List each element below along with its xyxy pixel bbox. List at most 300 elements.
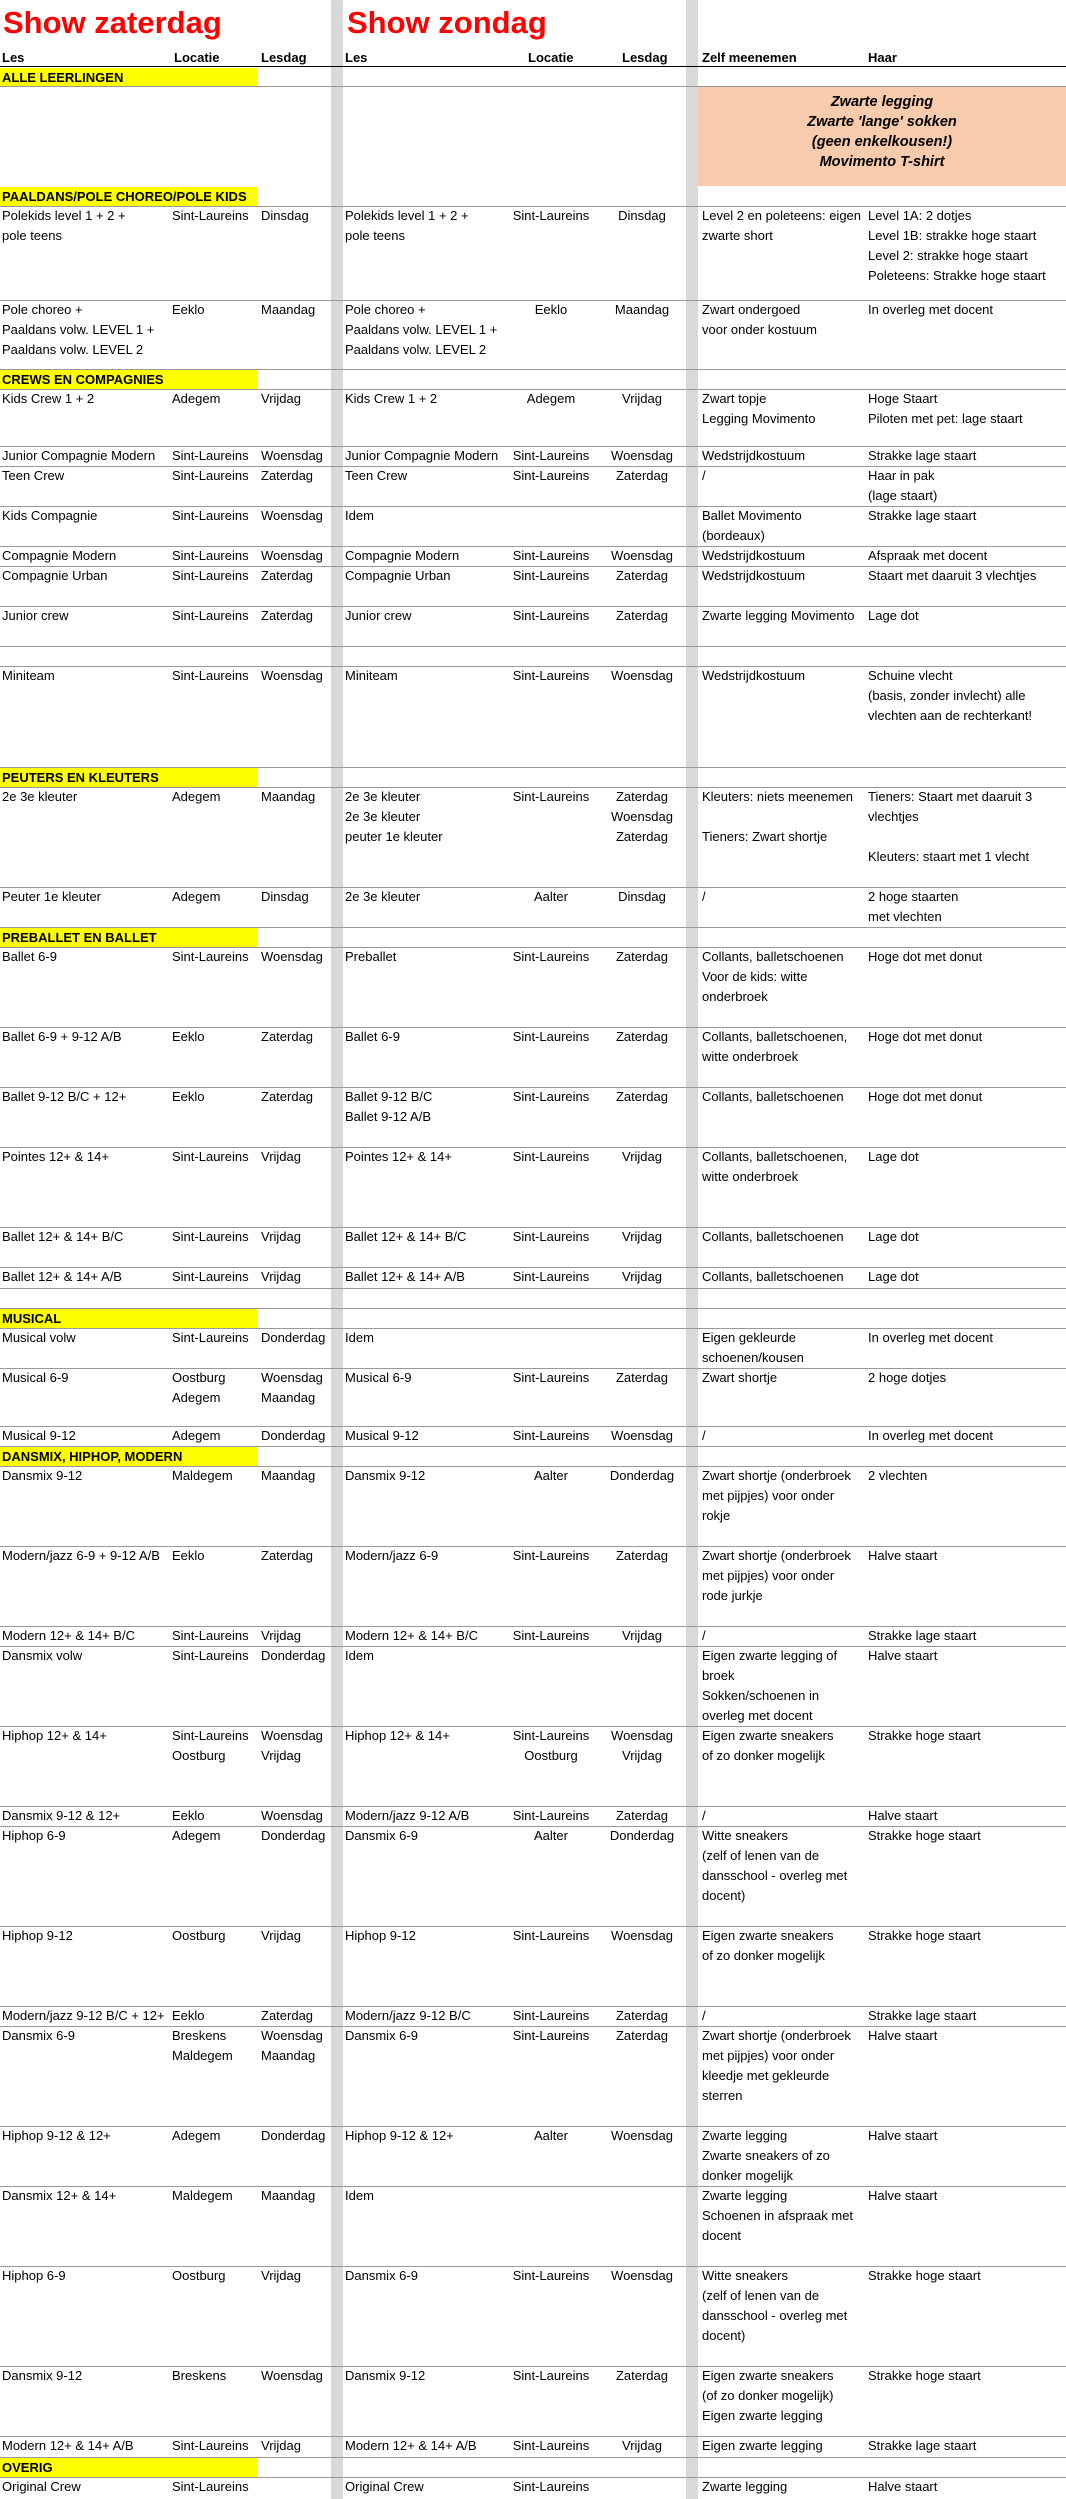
cell-haar: Lage dot — [868, 1229, 919, 1244]
cell-zelf: Zwart topje Legging Movimento — [702, 391, 816, 426]
cell-zelf: Witte sneakers (zelf of lenen van de dansschool - overleg met docent) — [702, 1828, 848, 1903]
cell-locatie: Sint-Laureins — [172, 1269, 249, 1284]
row-separator — [0, 2126, 1066, 2127]
cell-lesdag2: Donderdag — [609, 1468, 675, 1483]
cell-lesdag: Donderdag — [261, 1428, 326, 1443]
cell-les: Kids Compagnie — [2, 508, 98, 523]
cell-haar: Halve staart — [868, 1548, 938, 1563]
cell-haar: Strakke hoge staart — [868, 1828, 981, 1843]
cell-locatie: Eeklo — [172, 1089, 205, 1104]
column-gutter-right — [686, 0, 698, 2499]
cell-zelf: Eigen gekleurde schoenen/kousen — [702, 1330, 804, 1365]
cell-locatie: Sint-Laureins — [172, 1330, 249, 1345]
cell-lesdag2: Vrijdag — [622, 2438, 662, 2453]
cell-zelf: / — [702, 889, 706, 904]
cell-les: Musical 6-9 — [2, 1370, 69, 1385]
header-locatie: Locatie — [174, 50, 220, 65]
cell-lesdag2: Vrijdag — [622, 391, 662, 406]
row-separator — [0, 1426, 1066, 1427]
cell-lesdag: Woensdag Maandag — [261, 2028, 323, 2063]
row-separator — [0, 927, 1066, 928]
cell-locatie2: Sint-Laureins — [512, 2438, 590, 2453]
cell-lesdag2: Woensdag — [611, 668, 673, 683]
row-separator — [0, 1446, 1066, 1447]
row-separator — [0, 2436, 1066, 2437]
cell-zelf: Collants, balletschoenen Voor de kids: witte onderbroek — [702, 949, 844, 1004]
cell-locatie: Eeklo — [172, 302, 205, 317]
cell-locatie2: Sint-Laureins — [512, 1548, 590, 1563]
cell-les2: Modern/jazz 9-12 A/B — [345, 1808, 470, 1823]
row-separator — [0, 506, 1066, 507]
row-separator — [0, 1926, 1066, 1927]
cell-les: Kids Crew 1 + 2 — [2, 391, 95, 406]
cell-les: Modern/jazz 9-12 B/C + 12+ — [2, 2008, 165, 2023]
cell-les2: Kids Crew 1 + 2 — [345, 391, 438, 406]
cell-locatie2: Eeklo — [534, 302, 568, 317]
cell-lesdag2: Woensdag Vrijdag — [611, 1728, 673, 1763]
cell-locatie2: Sint-Laureins — [512, 1928, 590, 1943]
cell-les: Musical 9-12 — [2, 1428, 76, 1443]
cell-zelf: Eigen zwarte sneakers of zo donker mogelijk — [702, 1928, 834, 1963]
cell-les: Ballet 9-12 B/C + 12+ — [2, 1089, 127, 1104]
cell-lesdag2: Zaterdag — [615, 2008, 669, 2023]
cell-les2: Dansmix 9-12 — [345, 1468, 426, 1483]
cell-lesdag2: Woensdag — [611, 1928, 673, 1943]
cell-les2: Dansmix 6-9 — [345, 2028, 418, 2043]
cell-locatie: Sint-Laureins — [172, 208, 249, 223]
cell-locatie: Oostburg — [172, 2268, 226, 2283]
cell-lesdag: Vrijdag — [261, 1928, 301, 1943]
cell-les2: Hiphop 9-12 — [345, 1928, 416, 1943]
cell-lesdag: Zaterdag — [261, 1089, 314, 1104]
cell-locatie: Eeklo — [172, 1029, 205, 1044]
cell-les2: Musical 6-9 — [345, 1370, 412, 1385]
cell-locatie: Eeklo — [172, 2008, 205, 2023]
row-separator — [0, 369, 1066, 370]
cell-lesdag2: Zaterdag — [615, 1370, 669, 1385]
cell-locatie2: Sint-Laureins — [512, 208, 590, 223]
cell-locatie2: Aalter — [534, 889, 568, 904]
row-separator — [0, 300, 1066, 301]
cell-les: Modern 12+ & 14+ B/C — [2, 1628, 135, 1643]
cell-locatie2: Sint-Laureins — [512, 1089, 590, 1104]
row-separator — [0, 1328, 1066, 1329]
row-separator — [0, 389, 1066, 390]
cell-haar: In overleg met docent — [868, 1330, 994, 1345]
cell-zelf: / — [702, 1428, 706, 1443]
header-locatie-sunday: Locatie — [528, 50, 574, 65]
cell-les: Teen Crew — [2, 468, 65, 483]
row-separator — [0, 1308, 1066, 1309]
header-zelf-meenemen: Zelf meenemen — [702, 50, 797, 65]
cell-zelf: Eigen zwarte legging — [702, 2438, 823, 2453]
cell-locatie2: Sint-Laureins — [512, 2268, 590, 2283]
cell-les2: Pole choreo + Paaldans volw. LEVEL 1 + Paaldans volw. LEVEL 2 — [345, 302, 498, 357]
cell-lesdag: Zaterdag — [261, 608, 314, 623]
cell-zelf: / — [702, 2008, 706, 2023]
cell-locatie2: Adegem — [526, 391, 576, 406]
cell-lesdag2: Zaterdag Woensdag Zaterdag — [611, 789, 673, 844]
cell-les: Dansmix 6-9 — [2, 2028, 75, 2043]
cell-zelf: Collants, balletschoenen — [702, 1269, 844, 1284]
cell-les: Peuter 1e kleuter — [2, 889, 102, 904]
cell-les: Ballet 12+ & 14+ A/B — [2, 1269, 122, 1284]
cell-zelf: Eigen zwarte legging of broek Sokken/schoenen in overleg met docent — [702, 1648, 838, 1723]
row-separator — [0, 787, 1066, 788]
cell-les: Dansmix 9-12 — [2, 2368, 83, 2383]
cell-lesdag2: Maandag — [614, 302, 670, 317]
cell-les2: Dansmix 6-9 — [345, 2268, 418, 2283]
cell-locatie2: Sint-Laureins — [512, 468, 590, 483]
cell-haar: Strakke hoge staart — [868, 2268, 981, 2283]
cell-zelf: Zwarte legging Zwarte sneakers of zo donker mogelijk — [702, 2128, 830, 2183]
cell-les: Dansmix 9-12 & 12+ — [2, 1808, 121, 1823]
cell-lesdag: Zaterdag — [261, 2008, 314, 2023]
row-separator — [0, 466, 1066, 467]
cell-lesdag: Woensdag Maandag — [261, 1370, 323, 1405]
cell-haar: 2 hoge dotjes — [868, 1370, 947, 1385]
cell-zelf: Witte sneakers (zelf of lenen van de dansschool - overleg met docent) — [702, 2268, 848, 2343]
cell-lesdag2: Dinsdag — [618, 208, 666, 223]
row-separator — [0, 1826, 1066, 1827]
section-header: PAALDANS/POLE CHOREO/POLE KIDS — [0, 187, 257, 206]
cell-les: Modern/jazz 6-9 + 9-12 A/B — [2, 1548, 160, 1563]
cell-haar: Strakke lage staart — [868, 2438, 977, 2453]
cell-lesdag: Dinsdag — [261, 208, 309, 223]
cell-lesdag: Donderdag — [261, 1828, 326, 1843]
cell-haar: Strakke lage staart — [868, 1628, 977, 1643]
row-separator — [0, 1147, 1066, 1148]
cell-les2: Miniteam — [345, 668, 398, 683]
cell-locatie: Breskens — [172, 2368, 227, 2383]
cell-lesdag: Woensdag — [261, 448, 323, 463]
cell-haar: Lage dot — [868, 1149, 919, 1164]
row-separator — [0, 887, 1066, 888]
cell-lesdag2: Zaterdag — [615, 1089, 669, 1104]
cell-les: Hiphop 6-9 — [2, 1828, 66, 1843]
row-separator — [0, 1027, 1066, 1028]
cell-zelf: Zwarte legging — [702, 2479, 788, 2494]
row-separator — [0, 546, 1066, 547]
header-haar: Haar — [868, 50, 897, 65]
cell-haar: Schuine vlecht (basis, zonder invlecht) alle vlechten aan de rechterkant! — [868, 668, 1033, 723]
cell-zelf: Wedstrijdkostuum — [702, 548, 806, 563]
cell-zelf: Collants, balletschoenen, witte onderbroek — [702, 1149, 848, 1184]
cell-locatie2: Aalter — [534, 2128, 568, 2143]
cell-lesdag2: Zaterdag — [615, 1548, 669, 1563]
cell-zelf: Wedstrijdkostuum — [702, 668, 806, 683]
row-separator — [0, 446, 1066, 447]
cell-les2: Dansmix 6-9 — [345, 1828, 418, 1843]
cell-locatie: Sint-Laureins — [172, 1648, 249, 1663]
cell-locatie: Sint-Laureins — [172, 1229, 249, 1244]
cell-les: Pointes 12+ & 14+ — [2, 1149, 109, 1164]
cell-locatie2: Sint-Laureins — [512, 949, 590, 964]
cell-haar: In overleg met docent — [868, 302, 994, 317]
row-separator — [0, 1087, 1066, 1088]
row-separator — [0, 1726, 1066, 1727]
cell-locatie2: Sint-Laureins — [512, 548, 590, 563]
cell-lesdag2: Woensdag — [611, 548, 673, 563]
cell-locatie: Maldegem — [172, 1468, 233, 1483]
cell-zelf: Collants, balletschoenen — [702, 1229, 844, 1244]
cell-les2: Ballet 12+ & 14+ A/B — [345, 1269, 465, 1284]
cell-les: Hiphop 9-12 — [2, 1928, 73, 1943]
cell-lesdag: Donderdag — [261, 1330, 326, 1345]
cell-haar: Lage dot — [868, 608, 919, 623]
cell-lesdag2: Zaterdag — [615, 608, 669, 623]
cell-lesdag: Maandag — [261, 789, 316, 804]
cell-haar: Level 1A: 2 dotjes Level 1B: strakke hoge staart Level 2: strakke hoge staart Poleteens: Strakke hoge staart — [868, 208, 1046, 283]
cell-lesdag: Maandag — [261, 1468, 316, 1483]
cell-locatie: Sint-Laureins — [172, 468, 249, 483]
cell-lesdag2: Vrijdag — [622, 1149, 662, 1164]
cell-lesdag2: Vrijdag — [622, 1229, 662, 1244]
cell-lesdag2: Woensdag — [611, 1428, 673, 1443]
cell-haar: Lage dot — [868, 1269, 919, 1284]
cell-zelf: / — [702, 1628, 706, 1643]
cell-lesdag: Maandag — [261, 2188, 316, 2203]
row-separator — [0, 606, 1066, 607]
row-separator — [0, 566, 1066, 567]
row-separator — [0, 1288, 1066, 1289]
cell-locatie: Sint-Laureins Oostburg — [172, 1728, 249, 1763]
cell-haar: Halve staart — [868, 1808, 938, 1823]
cell-lesdag2: Zaterdag — [615, 2368, 669, 2383]
row-separator — [0, 2457, 1066, 2458]
cell-les2: Musical 9-12 — [345, 1428, 419, 1443]
row-separator — [0, 1466, 1066, 1467]
cell-zelf: Eigen zwarte sneakers of zo donker mogelijk — [702, 1728, 834, 1763]
cell-les2: Compagnie Modern — [345, 548, 460, 563]
cell-les2: Hiphop 12+ & 14+ — [345, 1728, 450, 1743]
cell-lesdag: Woensdag — [261, 508, 323, 523]
row-separator — [0, 1267, 1066, 1268]
cell-lesdag2: Zaterdag — [615, 2028, 669, 2043]
cell-locatie2: Sint-Laureins — [512, 2479, 590, 2494]
cell-les2: Idem — [345, 1330, 374, 1345]
row-separator — [0, 206, 1066, 207]
cell-zelf: Wedstrijdkostuum — [702, 568, 806, 583]
cell-zelf: Ballet Movimento (bordeaux) — [702, 508, 802, 543]
cell-locatie2: Sint-Laureins — [512, 789, 590, 804]
cell-les: Hiphop 6-9 — [2, 2268, 66, 2283]
cell-lesdag2: Zaterdag — [615, 468, 669, 483]
cell-locatie2: Aalter — [534, 1828, 568, 1843]
cell-locatie2: Sint-Laureins — [512, 1628, 590, 1643]
row-separator — [0, 666, 1066, 667]
cell-locatie2: Sint-Laureins — [512, 1808, 590, 1823]
cell-locatie2: Sint-Laureins — [512, 448, 590, 463]
cell-les: Polekids level 1 + 2 + pole teens — [2, 208, 126, 243]
cell-lesdag: Woensdag — [261, 1808, 323, 1823]
row-separator — [0, 2026, 1066, 2027]
cell-haar: Hoge dot met donut — [868, 949, 983, 964]
cell-les2: Modern 12+ & 14+ B/C — [345, 1628, 478, 1643]
cell-zelf: Zwart shortje (onderbroek met pijpjes) voor onder kleedje met gekleurde sterren — [702, 2028, 851, 2103]
cell-zelf: Zwart shortje — [702, 1370, 778, 1385]
cell-locatie: Maldegem — [172, 2188, 233, 2203]
cell-locatie: Sint-Laureins — [172, 1149, 249, 1164]
row-separator — [0, 1626, 1066, 1627]
cell-haar: Strakke lage staart — [868, 508, 977, 523]
cell-haar: Strakke lage staart — [868, 2008, 977, 2023]
cell-les: Hiphop 9-12 & 12+ — [2, 2128, 111, 2143]
cell-les2: Idem — [345, 2188, 374, 2203]
cell-locatie: Sint-Laureins — [172, 548, 249, 563]
cell-lesdag: Vrijdag — [261, 1149, 301, 1164]
cell-les2: Ballet 9-12 B/C Ballet 9-12 A/B — [345, 1089, 433, 1124]
row-separator — [0, 1806, 1066, 1807]
cell-locatie: Oostburg — [172, 1928, 226, 1943]
cell-locatie2: Sint-Laureins — [512, 1269, 590, 1284]
cell-haar: Halve staart — [868, 2188, 938, 2203]
cell-lesdag: Dinsdag — [261, 889, 309, 904]
cell-lesdag: Woensdag Vrijdag — [261, 1728, 323, 1763]
cell-lesdag2: Woensdag — [611, 2268, 673, 2283]
cell-lesdag: Maandag — [261, 302, 316, 317]
cell-lesdag: Woensdag — [261, 949, 323, 964]
cell-zelf: Zwarte legging Schoenen in afspraak met docent — [702, 2188, 854, 2243]
cell-lesdag2: Donderdag — [609, 1828, 675, 1843]
cell-les2: Polekids level 1 + 2 + pole teens — [345, 208, 469, 243]
cell-haar: Afspraak met docent — [868, 548, 988, 563]
cell-les2: Compagnie Urban — [345, 568, 451, 583]
cell-lesdag: Donderdag — [261, 2128, 326, 2143]
cell-zelf: Eigen zwarte sneakers (of zo donker mogelijk) Eigen zwarte legging — [702, 2368, 834, 2423]
cell-lesdag: Zaterdag — [261, 1029, 314, 1044]
cell-les2: Idem — [345, 1648, 374, 1663]
cell-lesdag: Vrijdag — [261, 1628, 301, 1643]
cell-les: Dansmix volw — [2, 1648, 83, 1663]
cell-locatie2: Sint-Laureins Oostburg — [512, 1728, 590, 1763]
cell-haar: In overleg met docent — [868, 1428, 994, 1443]
section-header: PREBALLET EN BALLET — [0, 928, 257, 947]
cell-locatie: Sint-Laureins — [172, 949, 249, 964]
cell-lesdag2: Woensdag — [611, 448, 673, 463]
cell-haar: 2 vlechten — [868, 1468, 928, 1483]
cell-locatie: Sint-Laureins — [172, 1628, 249, 1643]
cell-zelf: Collants, balletschoenen, witte onderbroek — [702, 1029, 848, 1064]
row-separator — [0, 767, 1066, 768]
header-underline — [0, 66, 1066, 67]
cell-lesdag: Zaterdag — [261, 468, 314, 483]
cell-les2: Teen Crew — [345, 468, 408, 483]
cell-les: Ballet 6-9 — [2, 949, 57, 964]
cell-lesdag: Vrijdag — [261, 391, 301, 406]
cell-locatie: Adegem — [172, 391, 221, 406]
cell-les: Junior crew — [2, 608, 69, 623]
cell-lesdag: Zaterdag — [261, 1548, 314, 1563]
row-separator — [0, 1546, 1066, 1547]
cell-locatie2: Aalter — [534, 1468, 568, 1483]
cell-locatie: Adegem — [172, 2128, 221, 2143]
cell-locatie: Sint-Laureins — [172, 2479, 249, 2494]
cell-les2: Modern/jazz 9-12 B/C — [345, 2008, 471, 2023]
section-header: ALLE LEERLINGEN — [0, 68, 257, 87]
row-separator — [0, 1368, 1066, 1369]
cell-zelf: Zwart ondergoed voor onder kostuum — [702, 302, 817, 337]
cell-lesdag: Woensdag — [261, 668, 323, 683]
saturday-title: Show zaterdag — [3, 5, 222, 40]
cell-locatie: Sint-Laureins — [172, 668, 249, 683]
cell-zelf: Zwart shortje (onderbroek met pijpjes) voor onder rokje — [702, 1468, 851, 1523]
cell-haar: Strakke hoge staart — [868, 2368, 981, 2383]
header-lesdag-sunday: Lesdag — [622, 50, 668, 65]
cell-locatie: Oostburg Adegem — [172, 1370, 226, 1405]
row-separator — [0, 1646, 1066, 1647]
section-header: PEUTERS EN KLEUTERS — [0, 768, 257, 787]
row-separator — [0, 1227, 1066, 1228]
cell-haar: Strakke hoge staart — [868, 1728, 981, 1743]
cell-lesdag: Woensdag — [261, 548, 323, 563]
cell-locatie: Adegem — [172, 889, 221, 904]
header-les-sunday: Les — [345, 50, 368, 65]
cell-lesdag2: Zaterdag — [615, 949, 669, 964]
cell-haar: Hoge dot met donut — [868, 1089, 983, 1104]
cell-locatie: Adegem — [172, 1428, 221, 1443]
cell-zelf: / — [702, 468, 706, 483]
cell-locatie2: Sint-Laureins — [512, 2368, 590, 2383]
row-separator — [0, 2266, 1066, 2267]
cell-les2: 2e 3e kleuter 2e 3e kleuter peuter 1e kleuter — [345, 789, 443, 844]
cell-locatie: Eeklo — [172, 1548, 205, 1563]
row-separator — [0, 2006, 1066, 2007]
cell-locatie2: Sint-Laureins — [512, 608, 590, 623]
cell-zelf: Collants, balletschoenen — [702, 1089, 844, 1104]
cell-haar: Tieners: Staart met daaruit 3 vlechtjes Kleuters: staart met 1 vlecht — [868, 789, 1033, 864]
cell-locatie2: Sint-Laureins — [512, 1428, 590, 1443]
cell-locatie2: Sint-Laureins — [512, 1229, 590, 1244]
cell-zelf: Level 2 en poleteens: eigen zwarte short — [702, 208, 862, 243]
cell-lesdag2: Zaterdag — [615, 1029, 669, 1044]
cell-haar: Strakke hoge staart — [868, 1928, 981, 1943]
cell-locatie: Adegem — [172, 789, 221, 804]
cell-les2: Pointes 12+ & 14+ — [345, 1149, 452, 1164]
cell-zelf: Wedstrijdkostuum — [702, 448, 806, 463]
cell-les: Junior Compagnie Modern — [2, 448, 156, 463]
cell-haar: Halve staart — [868, 2028, 938, 2043]
cell-les2: Ballet 6-9 — [345, 1029, 400, 1044]
cell-les2: Junior Compagnie Modern — [345, 448, 499, 463]
cell-zelf: Zwarte legging Movimento — [702, 608, 855, 623]
section-header: OVERIG — [0, 2458, 257, 2477]
cell-lesdag: Vrijdag — [261, 2268, 301, 2283]
cell-locatie2: Sint-Laureins — [512, 2008, 590, 2023]
cell-locatie2: Sint-Laureins — [512, 568, 590, 583]
sunday-title: Show zondag — [347, 5, 547, 40]
row-separator — [0, 947, 1066, 948]
cell-haar: Staart met daaruit 3 vlechtjes — [868, 568, 1037, 583]
section-header: DANSMIX, HIPHOP, MODERN — [0, 1447, 257, 1466]
cell-zelf: Zwart shortje (onderbroek met pijpjes) voor onder rode jurkje — [702, 1548, 851, 1603]
cell-lesdag2: Vrijdag — [622, 1628, 662, 1643]
cell-les2: Junior crew — [345, 608, 412, 623]
column-gutter-left — [331, 0, 343, 2499]
cell-les2: Idem — [345, 508, 374, 523]
cell-les: Miniteam — [2, 668, 55, 683]
cell-locatie2: Sint-Laureins — [512, 2028, 590, 2043]
cell-les2: 2e 3e kleuter — [345, 889, 421, 904]
cell-les2: Dansmix 9-12 — [345, 2368, 426, 2383]
row-separator — [0, 2186, 1066, 2187]
cell-les2: Hiphop 9-12 & 12+ — [345, 2128, 454, 2143]
cell-locatie: Sint-Laureins — [172, 508, 249, 523]
cell-lesdag2: Woensdag — [611, 2128, 673, 2143]
cell-zelf: / — [702, 1808, 706, 1823]
cell-les: Original Crew — [2, 2479, 81, 2494]
header-lesdag: Lesdag — [261, 50, 307, 65]
